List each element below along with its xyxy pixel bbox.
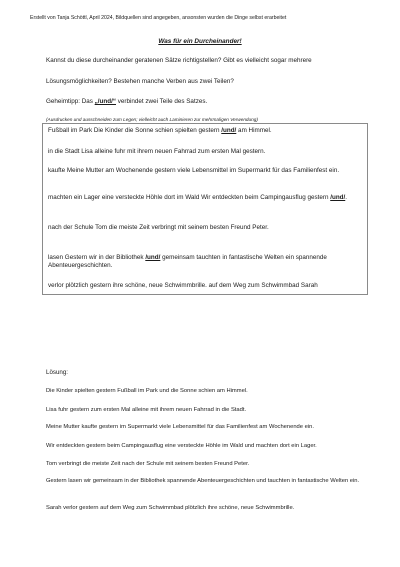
sentence-strip <box>48 254 364 271</box>
sentence-strip <box>48 282 364 290</box>
author-note: Erstellt von Tanja Schöttl, April 2024, Bildquellen sind angegeben, ansonsten wurden die Dinge selbst erarbeitet <box>30 15 287 21</box>
instruction-line-1: Kannst du diese durcheinander geratenen Sätze richtigstellen? Gibt es vielleicht sogar mehrere <box>46 57 312 64</box>
sentence-strip <box>48 127 364 135</box>
solution-line: Gestern lasen wir gemeinsam in der Bibliothek spannende Abenteuergeschichten und tauchten in fantastische Welten ein. <box>46 478 360 484</box>
strip-text: kaufte Meine Mutter am Wochenende gestern viele Lebensmittel im Supermarkt für das Familienfest ein. <box>48 167 340 174</box>
solution-line: Sarah verlor gestern auf dem Weg zum Schwimmbad plötzlich ihre schöne, neue Schwimmbrille. <box>46 505 295 511</box>
tip-token: „/und/“ <box>94 98 116 105</box>
solution-line: Tom verbringt die meiste Zeit nach der Schule mit seinem besten Freund Peter. <box>46 461 250 467</box>
sentence-strip <box>48 167 364 175</box>
solution-line: Die Kinder spielten gestern Fußball im Park und die Sonne schien am Himmel. <box>46 388 248 394</box>
sentence-strip <box>48 224 364 232</box>
strip-text: . <box>345 194 348 201</box>
strip-text: am Himmel. <box>236 127 272 134</box>
print-note: (Ausdrucken und ausschneiden zum Legen; vielleicht auch Laminieren zur mehrmaligen Verwendung) <box>46 117 258 122</box>
strip-text: machten ein Lager eine versteckte Höhle dort im Wald Wir entdeckten beim Campingausflug gestern <box>48 194 331 201</box>
strip-text: Fußball im Park Die Kinder die Sonne schien spielten gestern <box>48 127 222 134</box>
und-marker: /und/ <box>145 254 161 261</box>
tip-line <box>46 98 207 106</box>
strip-text: in die Stadt Lisa alleine fuhr mit ihrem neuen Fahrrad zum ersten Mal gestern. <box>48 148 266 155</box>
sentence-strip <box>48 194 364 202</box>
sentence-strip <box>48 148 364 156</box>
strip-text: verlor plötzlich gestern ihre schöne, neue Schwimmbrille. auf dem Weg zum Schwimmbad Sarah <box>48 282 318 289</box>
page-title: Was für ein Durcheinander! <box>158 38 242 45</box>
strip-text: gemeinsam tauchten in fantastische Welten ein spannende Abenteuergeschichten. <box>48 254 327 270</box>
solution-line: Meine Mutter kaufte gestern im Supermarkt viele Lebensmittel für das Familienfest am Wochenende ein. <box>46 424 314 430</box>
cut-out-strips-box <box>42 123 368 295</box>
strip-text: nach der Schule Tom die meiste Zeit verbringt mit seinem besten Freund Peter. <box>48 224 269 231</box>
solution-line: Lisa fuhr gestern zum ersten Mal alleine mit ihrem neuen Fahrrad in die Stadt. <box>46 407 247 413</box>
solution-label: Lösung: <box>46 369 69 376</box>
und-marker: /und/ <box>330 194 346 201</box>
solution-line: Wir entdeckten gestern beim Campingausflug eine versteckte Höhle im Wald und machten dort ein Lager. <box>46 443 317 449</box>
tip-suffix: verbindet zwei Teile des Satzes. <box>116 98 208 105</box>
instruction-line-2: Lösungsmöglichkeiten? Bestehen manche Verben aus zwei Teilen? <box>46 78 234 85</box>
tip-prefix: Geheimtipp: Das <box>46 98 95 105</box>
und-marker: /und/ <box>221 127 237 134</box>
strip-text: lasen Gestern wir in der Bibliothek <box>48 254 146 261</box>
